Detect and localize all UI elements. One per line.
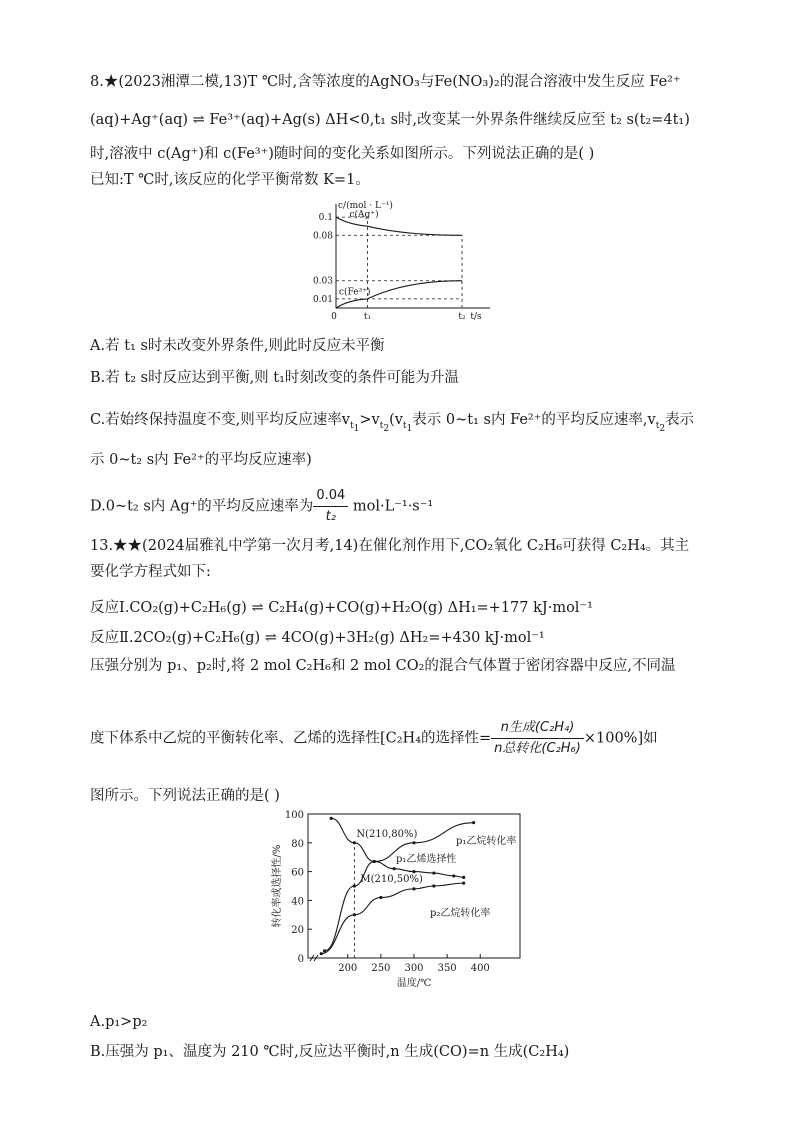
q8-option-c-text-2: (v [389,412,403,428]
y-tick-label: 100 [284,810,304,821]
y-tick-label: 20 [291,925,304,937]
annotation-m: M(210,50%) [360,874,423,885]
data-point [323,949,326,952]
x-tick-label: 0 [331,312,337,322]
q8-option-c-text-4: 表示 [665,412,695,428]
data-point [379,896,382,899]
concentration-time-chart [300,196,510,328]
data-point [412,887,415,890]
x-tick-label: 300 [404,963,424,974]
data-point [432,884,435,887]
series-0 [325,823,474,951]
data-point [330,817,333,820]
conversion-selectivity-chart [268,808,530,990]
y-axis-label: 转化率或选择性/% [272,844,283,928]
q8-option-d-numerator: 0.04 [313,486,348,507]
data-point [472,821,475,824]
q8-line-1: 8.★(2023湘潭二模,13)T ℃时,含等浓度的AgNO₃与Fe(NO₃)₂的混合溶液中发生反应 Fe²⁺ [90,74,681,90]
series-label-p1-ethylene: p₁乙烯选择性 [396,854,457,865]
y-axis-label: c/(mol · L⁻¹) [338,201,393,211]
q8-option-d-text: D.0~t₂ s内 Ag⁺的平均反应速率为 [90,498,314,515]
data-point [320,952,323,955]
q13-line-5: 图所示。下列说法正确的是( ) [90,788,280,804]
data-point [412,870,415,873]
y-tick-label: 80 [291,838,304,850]
q13-fraction-denominator: n总转化(C₂H₆) [494,741,581,756]
x-tick-label: 250 [371,963,391,974]
series-label-p2-ethane: p₂乙烷转化率 [430,908,491,919]
q8-option-c-text-3: 表示 0~t₁ s内 Fe²⁺的平均反应速率,v [412,412,656,428]
q13-line-3: 压强分别为 p₁、p₂时,将 2 mol C₂H₆和 2 mol CO₂的混合气体置于密闭容器中反应,不同温 [90,658,676,674]
y-tick-label: 60 [291,867,304,879]
x-tick-label: t₁ [363,312,372,322]
x-axis-label: 温度/℃ [396,978,432,989]
q13-line-4-text: 度下体系中乙烷的平衡转化率、乙烯的选择性[C₂H₄的选择性= [90,730,492,747]
x-tick-label: 200 [338,963,358,974]
q8-line-3: 时,溶液中 c(Ag⁺)和 c(Fe³⁺)随时间的变化关系如图所示。下列说法正确的是( ) [90,146,595,162]
data-point [353,913,356,916]
data-point [353,841,356,844]
q13-option-a: A.p₁>p₂ [90,1014,148,1030]
q13-fraction-numerator: n生成(C₂H₄) [491,718,584,739]
y-tick-label: 0 [297,954,304,965]
q8-option-b: B.若 t₂ s时反应达到平衡,则 t₁时刻改变的条件可能为升温 [90,370,459,386]
annotation-c-fe: c(Fe³⁺) [339,287,371,298]
x-tick-label: 400 [470,963,490,974]
series-label-p1-ethane: p₁乙烷转化率 [456,836,517,847]
data-point [353,884,356,887]
data-point [462,882,465,885]
data-point [393,867,396,870]
q8-line-4: 已知:T ℃时,该反应的化学平衡常数 K=1。 [90,172,370,188]
q13-line-4-end: ×100%]如 [583,730,658,747]
x-axis-label: t/s [470,312,482,322]
q13-reaction-2: 反应Ⅱ.2CO₂(g)+C₂H₆(g) ⇌ 4CO(g)+3H₂(g) ΔH₂=+430 kJ·mol⁻¹ [90,630,545,646]
x-tick-label: 350 [437,963,457,974]
data-point [462,876,465,879]
y-tick-label: 0.01 [312,294,333,305]
data-point [432,871,435,874]
y-tick-label: 0.03 [312,276,333,287]
q8-option-d-fraction [313,486,348,527]
q13-line-1: 13.★★(2024届雅礼中学第一次月考,14)在催化剂作用下,CO₂氧化 C₂H₆可获得 C₂H₄。其主 [90,538,690,554]
q8-line-2: (aq)+Ag⁺(aq) ⇌ Fe³⁺(aq)+Ag(s) ΔH<0,t₁ s时,改变某一外界条件继续反应至 t₂ s(t₂=4t₁) [90,112,690,128]
y-tick-label: 40 [291,896,304,908]
q8-option-c-cont: 示 0~t₂ s内 Fe²⁺的平均反应速率) [90,452,312,468]
q13-reaction-1: 反应Ⅰ.CO₂(g)+C₂H₆(g) ⇌ C₂H₄(g)+CO(g)+H₂O(g) ΔH₁=+177 kJ·mol⁻¹ [90,600,593,616]
y-tick-label: 0.1 [318,213,333,224]
x-tick-label: t₂ [458,312,466,322]
q8-option-d-unit: mol·L⁻¹·s⁻¹ [348,498,434,515]
annotation-n: N(210,80%) [356,828,418,840]
y-tick-label: 0.08 [312,231,333,242]
q8-option-d [90,486,433,527]
data-point [373,860,376,863]
q13-option-b: B.压强为 p₁、温度为 210 ℃时,反应达平衡时,n 生成(CO)=n 生成(C₂H₄) [90,1044,570,1060]
q8-option-a: A.若 t₁ s时未改变外界条件,则此时反应未平衡 [90,338,385,354]
q8-option-d-denominator: t₂ [325,509,336,524]
data-point [412,841,415,844]
q13-line-4 [90,718,658,759]
q8-option-c: C.若始终保持温度不变,则平均反应速率$v_{t_1}>v_{t_2}(v_{t_1}$表示 0~t₁ s内 Fe²⁺的平均反应速率$,v_{t_2}$表示 [90,412,695,434]
q8-option-c-text-1: C.若始终保持温度不变,则平均反应速率v [90,412,350,428]
data-point [452,874,455,877]
q13-line-2: 要化学方程式如下: [90,564,211,580]
series-1 [331,818,464,877]
annotation-c-ag: c(Ag⁺) [349,210,379,221]
q13-selectivity-fraction [491,718,584,759]
